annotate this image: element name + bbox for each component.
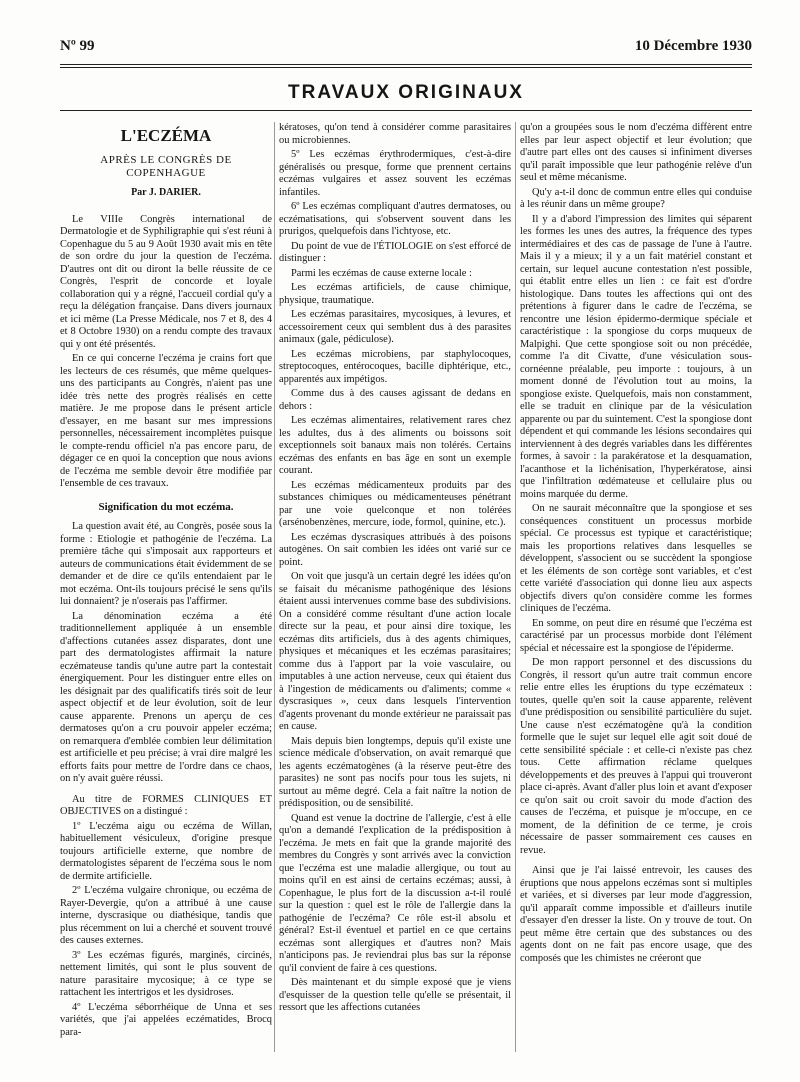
subheading: Signification du mot eczéma. — [98, 500, 234, 513]
column-3 — [520, 122, 752, 1062]
paragraph: Du point de vue de l'ÉTIOLOGIE on s'est efforcé de distinguer : — [279, 240, 511, 264]
paragraph: Parmi les eczémas de cause externe locale : — [291, 267, 472, 279]
paragraph: 2º L'eczéma vulgaire chronique, ou eczéma de Rayer-Devergie, qu'on a attribué à une cause interne, dyscrasique ou diathésique, tandis que plus récemment on lui a cherché et souvent trouvé des causes externes. — [60, 885, 272, 946]
paragraph: qu'on a groupées sous le nom d'eczéma diffèrent entre elles par leur aspect objectif et leur évolution; que d'autre part elles ont des causes si infiniment diverses qu'il paraît impossible que leur pathogénie relève d'un seul et même mécanisme. — [520, 122, 752, 183]
paragraph: Les eczémas artificiels, de cause chimique, physique, traumatique. — [279, 282, 511, 306]
paragraph: Les eczémas médicamenteux produits par des substances chimiques ou médicamenteuses pénétrant par une voie quelconque et non tolérées (arsénobenzènes, mercure, iode, formol, quinine, etc.). — [279, 479, 511, 528]
paragraph: kératoses, qu'on tend à considérer comme parasitaires ou microbiennes. — [279, 122, 511, 146]
paragraph: Dès maintenant et du simple exposé que je viens d'esquisser de la question telle qu'elle se présentait, il ressort que les affections cutanées — [279, 977, 511, 1013]
article-subtitle: APRÈS LE CONGRÈS DE COPENHAGUE — [100, 154, 232, 179]
paragraph: La question avait été, au Congrès, posée sous la forme : Etiologie et pathogénie de l'eczéma. La première tâche qui s'imposait aux rapporteurs et auteurs de communications était évidemment de se demander et de dire ce qu'ils entendaient par le mot eczéma. Ont-ils toujours précisé le sens qu'ils lui donnaient? je n'oserais pas l'affirmer. — [60, 521, 272, 607]
paragraph: Ainsi que je l'ai laissé entrevoir, les causes des éruptions que nous appelons eczémas sont si multiples et variées, et si diverses par leur mode d'aggression, qu'il apparaît comme impossible et d'ailleurs inutile d'essayer d'en dresser la liste. On y trouve de tout. On peut même être certain que des substances ou des agents dont on ne fait pas encore usage, que des composés que les chimistes ne créeront que — [520, 865, 752, 964]
running-header — [60, 38, 752, 58]
paragraph: Comme dus à des causes agissant de dedans en dehors : — [279, 388, 511, 412]
paragraph: Quand est venue la doctrine de l'allergie, c'est à elle qu'on a demandé l'explication de la prédisposition à l'eczéma. Je mets en fait que la grande majorité des membres du Congrès y sont arrivés avec la conviction que l'eczéma est une maladie allergique, ou tout au moins qu'il en est ainsi de certains eczémas; aussi, à Copenhague, le plus fort de la discussion a-t-il roulé sur la question : quel est le rôle de l'allergie dans la pathogénie de l'eczéma? Ce rôle est-il absolu et général? Est-il éventuel et partiel en ce que certains eczémas sont allergiques et d'autres non? Mais n'anticipons pas. Je reviendrai plus bas sur la réponse qu'il convient de faire à ces questions. — [279, 812, 511, 974]
issue-number: Nº 99 — [60, 38, 95, 54]
section-rule — [60, 110, 752, 111]
paragraph: 6º Les eczémas compliquant d'autres dermatoses, ou eczématisations, qui s'observent souvent dans les prurigos, quelquefois dans l'ichtyose, etc. — [279, 201, 511, 237]
paragraph: 4º L'eczéma séborrhéique de Unna et ses variétés, que j'ai appelées eczématides, Brocq para- — [60, 1001, 272, 1038]
paragraph: Le VIIIe Congrès international de Dermatologie et de Syphiligraphie qui s'est réuni à Copenhague du 5 au 9 Août 1930 avait mis en tête de son ordre du jour la question de l'eczéma. D'autres ont dit ou diront la belle réussite de ce Congrès, l'esprit de concorde et loyale collaboration qui y a régné, l'accueil cordial qu'y a reçu la délégation française. Dans divers journaux et ici même (La Presse Médicale, nos 7 et 8, des 4 et 8 Octobre 1930) on a rendu compte des travaux qui y ont été présentés. — [60, 213, 272, 350]
paragraph: 1º L'eczéma aigu ou eczéma de Willan, habituellement vésiculeux, d'origine presque toujours artificielle externe, que nombre de dermatologistes séparent de l'eczéma sous le nom de dermite artificielle. — [60, 820, 272, 882]
section-title: TRAVAUX ORIGINAUX — [288, 82, 524, 103]
column-2 — [279, 122, 511, 1062]
paragraph: 5º Les eczémas érythrodermiques, c'est-à-dire généralisés ou presque, forme que prennent certains eczémas vulgaires et assez souvent les eczémas infantiles. — [279, 149, 511, 198]
paragraph: On ne saurait méconnaître que la spongiose et ses conséquences constituent un processus morbide spécial. Ce processus est typique et caractéristique; mais les proportions relatives dans lesquelles se développent, s'associent ou se succèdent la spongiose et les éléments de son cortège sont variables, et c'est cette variété d'association qui donne lieu aux aspects objectifs divers qu'on considère comme les formes cliniques de l'eczéma. — [520, 503, 752, 614]
header-rule-bottom — [60, 67, 752, 68]
issue-date: 10 Décembre 1930 — [634, 38, 752, 54]
paragraph: Les eczémas alimentaires, relativement rares chez les adultes, dus à des aliments ou boissons soit exceptionnels soit banaux mais non tolérés. Certains eczémas des enfants en bas âge en sont un exemple courant. — [279, 415, 511, 476]
paragraph: Mais depuis bien longtemps, depuis qu'il existe une science médicale d'observation, on avait remarqué que les agents eczématogènes (à la réserve peut-être des parasites) ne sont pas nocifs pour tous les sujets, ni surtout au même degré. Cela a fait naître la notion de prédisposition, ou de sensibilité. — [279, 735, 511, 809]
paragraph: La dénomination eczéma a été traditionnellement appliquée à un ensemble d'affections cutanées assez disparates, dont une part des dermatologistes affirmait la nature eczémateuse tandis qu'une autre part la contestait énergiquement. Pour les distinguer entre elles on les désignait par des qualificatifs tirés soit de leur aspect objectif et de leur évolution, soit de leur cause apparente. Prenons un aperçu de ces dermatoses qu'on a cru pouvoir appeler eczéma; on remarquera d'emblée combien leur délimitation est artificielle et peu précise; à vrai dire malgré les efforts faits pour mettre de l'ordre dans ce chaos, on n'y avait guère réussi. — [60, 610, 272, 784]
paragraph: De mon rapport personnel et des discussions du Congrès, il ressort qu'un autre trait commun encore relie entre elles les éruptions du type eczémateux : toutes, quelle qu'en soit la cause apparente, relèvent d'une prédisposition ou sensibilité particulière du sujet. Une cause n'est eczématogène qu'à la condition formelle que le sujet sur lequel elle agit soit doué de cette sensibilité spéciale : et celle-ci n'existe pas chez tous. Cette affirmation réclame quelques développements et des preuves à l'appui qui trouveront place ci-après. Avant d'aller plus loin et avant d'exposer ce qu'on sait ou croit savoir du mode d'action des causes de l'eczéma, et puisque je m'occupe, en ce moment, de la définition de ce terme, je crois nécessaire de passer sommairement ces causes en revue. — [520, 657, 752, 856]
paragraph: 3º Les eczémas figurés, marginés, circinés, nettement limités, qui sont le plus souvent de nature parasitaire mycosique; à ce type se rattachent les intertrigos et les dysidroses. — [60, 949, 272, 998]
article-title: L'ECZÉMA — [120, 126, 212, 145]
paragraph: En ce qui concerne l'eczéma je crains fort que les lecteurs de ces résumés, que même quelques-uns des participants au Congrès, n'aient pas une idée très nette des progrès réalisés en cette matière. Je me propose dans le présent article d'essayer, en me basant sur mes impressions personnelles, nécessairement incomplètes puisque le compte-rendu officiel n'a pas encore paru, de dégager ce en quoi la conception que nous avions de l'eczéma me semble devoir être modifiée par l'ensemble de ces travaux. — [60, 353, 272, 489]
column-divider-2 — [515, 122, 516, 1052]
column-divider-1 — [274, 122, 275, 1052]
paragraph: Les eczémas dyscrasiques attribués à des poisons autogènes. On sait combien les idées ont varié sur ce point. — [279, 531, 511, 568]
paragraph: On voit que jusqu'à un certain degré les idées qu'on se faisait du mécanisme pathogénique des lésions étaient aussi intervenues comme base des subdivisions. On a considéré comme résultant d'une action locale directe sur la peau, et pour ainsi dire toxique, les eczémas dits artificiels, dus à des agents chimiques, physiques et mécaniques et les eczémas parasitaires; comme dus à l'apport par la voie vasculaire, ou imputables à une action nerveuse, ceux qui étaient dus à l'ingestion de médicaments ou d'aliments; comme « dyscrasiques », ceux dans lesquels l'intervention d'agents provenant du monde extérieur ne paraissait pas en cause. — [279, 571, 511, 732]
paragraph: Les eczémas parasitaires, mycosiques, à levures, et accessoirement ceux qui semblent dus à des parasites animaux (gale, pédiculose). — [279, 309, 511, 345]
column-1 — [60, 122, 272, 1062]
paragraph: Les eczémas microbiens, par staphylocoques, streptocoques, entérocoques, bacille diphtérique, etc., apparentés aux impétigos. — [279, 348, 511, 385]
paragraph: En somme, on peut dire en résumé que l'eczéma est caractérisé par un processus morbide dont l'élément spécial et nécessaire est la spongiose de l'épiderme. — [520, 617, 752, 654]
paragraph: Il y a d'abord l'impression des limites qui séparent les formes les unes des autres, la fréquence des types intermédiaires et des cas de passage de l'une à l'autre. Mais il y a mieux; il y a un fait matériel constant et certain, sur lequel aucune contestation n'est possible, qui établit entre elles un lien : ce fait est d'ordre histologique. Dans toutes les affections qui ont des prétentions à figurer dans le cadre de l'eczéma, se rencontre une lésion épidermo-dermique spéciale et caractéristique : la spongiose du corps muqueux de Malpighi. Que cette spongiose soit ou non précédée, comme l'a dit Civatte, d'une vésiculation sous-cornéenne préalable, peu importe : toujours, à un moment donné de l'évolution tout au moins, la spongiose existe. Quelquefois, mais non constamment, elle se traduit en clinique par de la vésiculation apparente ou par du suintement. C'est la spongiose dont dépendent et qui commande les lésions secondaires qui interviennent à des degrés variables dans les différentes formes, à savoir : la parakératose et la desquamation, l'acanthose et la lichénisation, l'hyperkératose, ainsi que l'infiltration œdémateuse et cellulaire plus ou moins marquée du derme. — [520, 213, 752, 500]
paragraph: Au titre de FORMES CLINIQUES ET OBJECTIVES on a distingué : — [60, 793, 272, 817]
header-rule-top — [60, 64, 752, 65]
article-author: Par J. DARIER. — [131, 187, 201, 198]
paragraph: Qu'y a-t-il donc de commun entre elles qui conduise à les réunir dans un même groupe? — [520, 186, 752, 210]
